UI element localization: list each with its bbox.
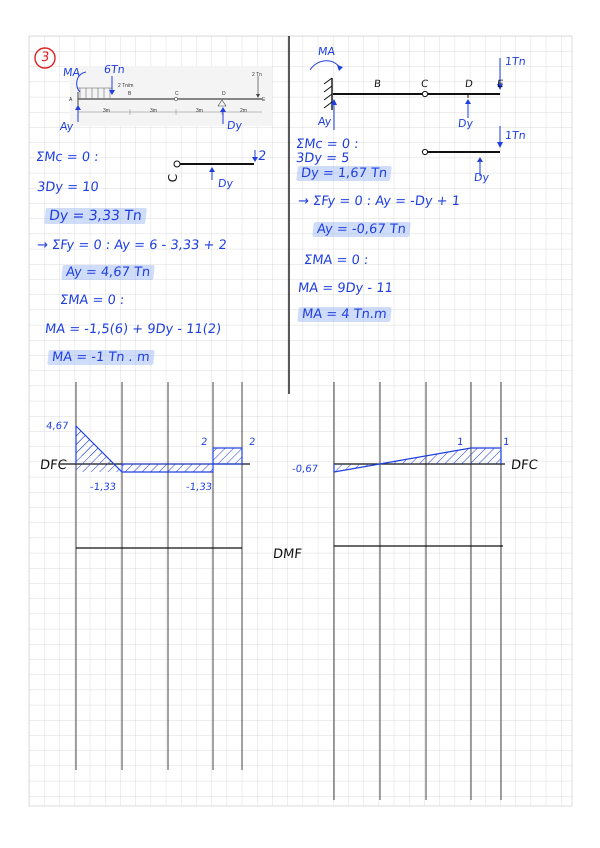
dfc-left-v-end-b: 2 (248, 437, 257, 448)
left-fbd-load: 2 (257, 149, 268, 164)
beam-label-e: E (262, 97, 266, 103)
beam-reaction-ma: MA (62, 66, 81, 79)
beam-span-2: 3m (150, 108, 157, 114)
left-fbd-node: C (166, 173, 181, 183)
beam-point-load-label: 2 Tn (252, 72, 262, 78)
right-eq6: ΣMA = 0 : (303, 253, 370, 268)
dfc-left-v-start: 4,67 (45, 421, 69, 432)
left-eq1: ΣMc = 0 : (35, 150, 100, 165)
beam-span-3: 3m (196, 108, 203, 114)
beam-label-d: D (222, 91, 226, 97)
right-fbd-dy2: Dy (473, 171, 490, 184)
right-fbd-node-b: B (373, 79, 382, 90)
left-eq8: MA = -1 Tn . m (47, 350, 154, 365)
beam-load-6tn: 6Tn (103, 63, 126, 76)
left-eq3: Dy = 3,33 Tn (44, 208, 146, 224)
beam-dist-load-label: 2 Tn/m (118, 83, 134, 89)
left-fbd-reaction: Dy (217, 177, 234, 190)
right-eq1: ΣMc = 0 : (295, 137, 360, 152)
beam-label-b: B (128, 91, 132, 97)
right-fbd-node-e: E (496, 79, 504, 90)
left-eq7: MA = -1,5(6) + 9Dy - 11(2) (44, 322, 222, 337)
left-eq5: Ay = 4,67 Tn (61, 265, 155, 280)
dfc-left-diagram (0, 410, 260, 500)
dfc-left-axis-label: DFC (39, 458, 68, 473)
beam-label-a: A (69, 97, 73, 103)
problem-number: 3 (40, 50, 51, 65)
right-fbd-node-c: C (420, 79, 429, 90)
beam-label-c: C (175, 91, 179, 97)
dfc-left-v-end-a: 2 (200, 437, 209, 448)
right-fbd-dy: Dy (457, 117, 474, 130)
right-fbd-load-bottom: 1Tn (504, 129, 527, 142)
dfc-right-v-start: -0,67 (291, 464, 319, 475)
left-eq4: → ΣFy = 0 : Ay = 6 - 3,33 + 2 (36, 238, 228, 253)
dfc-left-v-mid: -1,33 (89, 482, 117, 493)
page-divider (287, 36, 291, 396)
right-fbd-ma: MA (317, 45, 336, 58)
beam-reaction-dy: Dy (226, 119, 243, 132)
beam-span-4: 2m (240, 108, 247, 114)
right-eq3: Dy = 1,67 Tn (296, 166, 392, 181)
dmf-axis-label: DMF (272, 547, 303, 562)
dfc-left-v-mid2: -1,33 (185, 482, 213, 493)
dfc-right-axis-label: DFC (510, 458, 539, 473)
right-eq5: Ay = -0,67 Tn (312, 222, 410, 237)
right-fbd-load-top: 1Tn (504, 55, 527, 68)
beam-reaction-ay: Ay (59, 120, 74, 133)
left-eq6: ΣMA = 0 : (59, 293, 126, 308)
right-eq7: MA = 9Dy - 11 (297, 281, 394, 296)
right-fbd-node-d: D (464, 79, 474, 90)
beam-figure-drawing (66, 62, 276, 132)
dfc-right-v-end-b: 1 (502, 437, 511, 448)
dfc-right-v-end-a: 1 (456, 437, 465, 448)
beam-span-1: 3m (103, 108, 110, 114)
right-eq2: 3Dy = 5 (295, 151, 351, 166)
right-fbd-ay: Ay (317, 115, 332, 128)
right-eq4: → ΣFy = 0 : Ay = -Dy + 1 (297, 194, 461, 209)
left-eq2: 3Dy = 10 (36, 180, 100, 195)
right-eq8: MA = 4 Tn.m (297, 307, 391, 322)
